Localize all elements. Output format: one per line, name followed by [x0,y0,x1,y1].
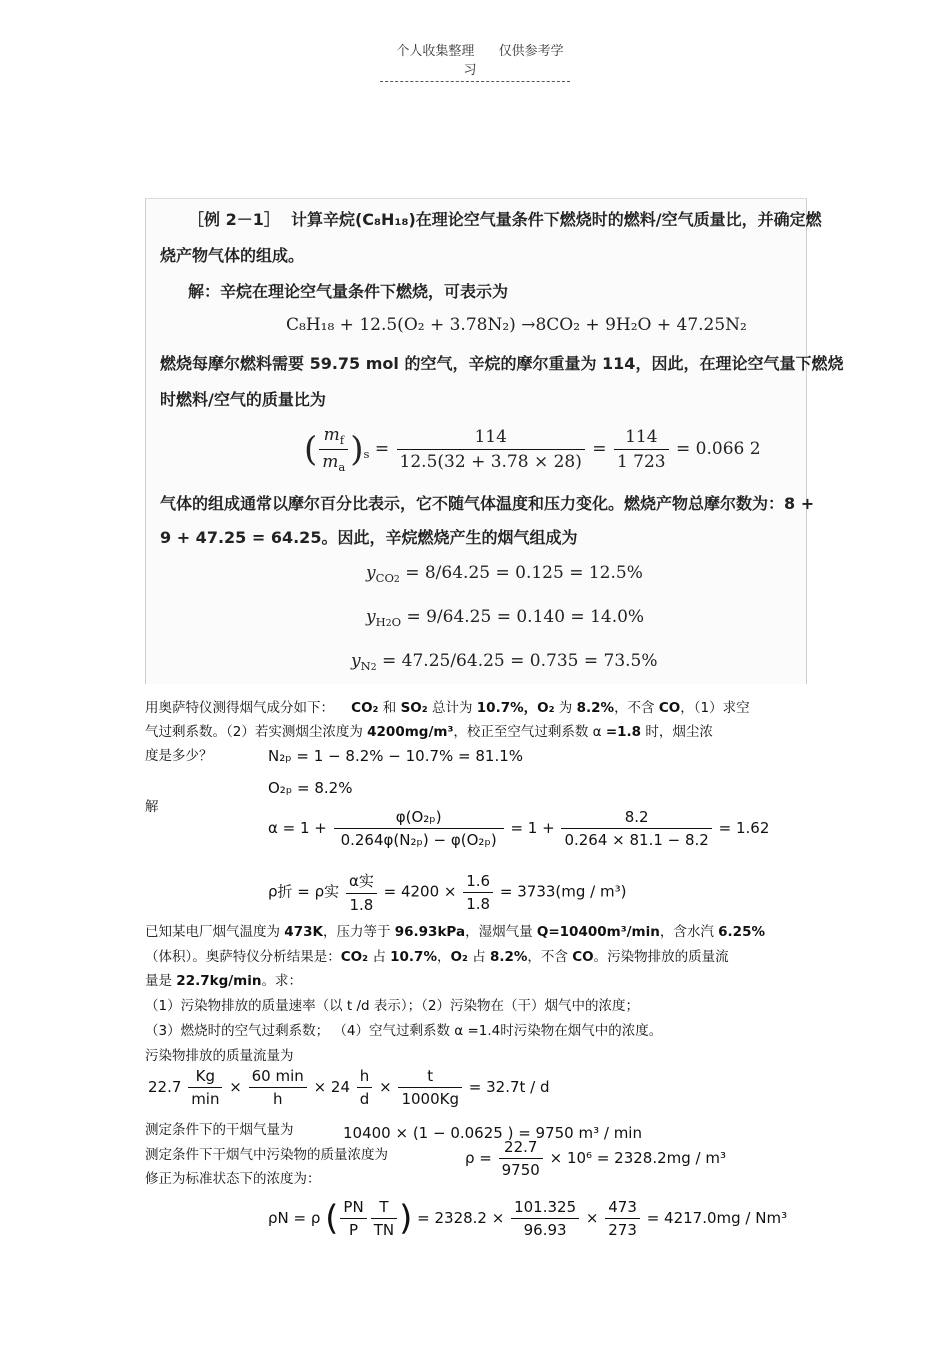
y-co2: $y_{CO2} = 8/64.25 = 0.125 = 12.5\%$ [366,563,643,586]
problem2-line8: 测定条件下干烟气中污染物的质量浓度为 [145,1147,388,1163]
rho-dry-equation: ρ = $\frac{22.7}{9750}$ × 10⁶ = 2328.2mg / m³ [465,1138,726,1179]
page-header [380,40,570,82]
y-h2o: $y_{H2O} = 9/64.25 = 0.140 = 14.0\%$ [366,607,645,630]
problem2-line6: 污染物排放的质量流量为 [145,1048,294,1064]
problem2-line1: 已知某电厂烟气温度为 473K，压力等于 96.93kPa，湿烟气量 Q=10400m³/min，含水汽 6.25% [145,924,765,940]
n2p-equation: N₂ₚ = 1 − 8.2% − 10.7% = 81.1% [268,747,524,765]
rho-normal-equation: ρN = ρ ( $\frac{PN}{P}$ $\frac{T}{TN}$ ) = 2328.2 × $\frac{101.325}{96.93}$ × $\frac{473}{273}$ = 4217.0mg / Nm³ [268,1198,788,1239]
reaction-equation: C₈H₁₈ + 12.5(O₂ + 3.78N₂) →8CO₂ + 9H₂O + 47.25N₂ [286,315,747,335]
problem2-line4: （1）污染物排放的质量速率（以 t /d 表示）；（2）污染物在（干）烟气中的浓度； [145,998,639,1014]
problem1-line1: 用奥萨特仪测得烟气成分如下： CO₂ 和 SO₂ 总计为 10.7%，O₂ 为 8.2%，不含 CO，（1）求空 [145,700,750,716]
para2-line2: 9 + 47.25 = 64.25。因此，辛烷燃烧产生的烟气组成为 [160,528,578,547]
header-left: 个人收集整理 [396,44,475,59]
problem2-line7: 测定条件下的干烟气量为 [145,1122,294,1138]
ratio-fraction-1: $\frac{114}{12.5(32 + 3.78 \times 28)}$ [397,427,585,472]
mass-flow-equation: 22.7 $\frac{Kg}{\min}$ × $\frac{60 \min}{h}$ × 24 $\frac{h}{d}$ × $\frac{t}{1000Kg}$ = 32.7t / d [148,1067,550,1108]
example-title-text: 计算辛烷(C₈H₁₈)在理论空气量条件下燃烧时的燃料/空气质量比，并确定燃 [290,210,822,229]
problem2-line9: 修正为标准状态下的浓度为： [145,1171,321,1187]
para1-line1: 燃烧每摩尔燃料需要 59.75 mol 的空气，辛烷的摩尔重量为 114，因此，在理论空气量下燃烧 [160,354,844,373]
dry-gas-equation: 10400 × (1 − 0.0625 ) = 9750 m³ / min [343,1124,642,1142]
rho-correction-equation: ρ折 = ρ实 $\frac{\text{α实}}{1.8}$ = 4200 × $\frac{1.6}{1.8}$ = 3733(mg / m³) [268,871,627,914]
problem2-line2: （体积）。奥萨特仪分析结果是：CO₂ 占 10.7%，O₂ 占 8.2%，不含 CO。污染物排放的质量流 [145,949,729,965]
para1-line2: 时燃料/空气的质量比为 [160,390,326,409]
para2-line1: 气体的组成通常以摩尔百分比表示，它不随气体温度和压力变化。燃烧产物总摩尔数为：8 + [160,494,815,513]
ratio-equation: ( $\frac{m_f}{m_a}$ )$_s$ = $\frac{114}{12.5(32 + 3.78 \times 28)}$ = $\frac{114}{1 723}$ = 0.066 2 [304,425,761,475]
example-title-text2: 烧产物气体的组成。 [160,246,305,265]
example-label: ［例 2－1］ [188,210,280,229]
y-n2: $y_{N2} = 47.25/64.25 = 0.735 = 73.5\%$ [351,651,658,674]
problem1-line2: 气过剩系数。（2）若实测烟尘浓度为 4200mg/m³，校正至空气过剩系数 α =1.8 时，烟尘浓 [145,724,713,740]
problem2-line5: （3）燃烧时的空气过剩系数； （4）空气过剩系数 α =1.4时污染物在烟气中的浓度。 [145,1023,663,1039]
ratio-ma-fraction: $\frac{m_f}{m_a}$ [319,425,348,474]
alpha-equation: α = 1 + $\frac{\text{φ(O₂ₚ)}}{\text{0.264φ(N₂ₚ) − φ(O₂ₚ)}}$ = 1 + $\frac{8.2}{0.264 \times 81.1 - 8.2}$ = 1.62 [268,808,770,849]
solution-label: 解 [145,799,159,815]
example-box [145,198,844,684]
problem1-line3: 度是多少？ [145,748,213,764]
example-title-line [188,207,822,230]
ratio-fraction-2: $\frac{114}{1 723}$ [614,427,669,472]
o2p-equation: O₂ₚ = 8.2% [268,779,353,797]
header-right: 仅供参考学习 [463,44,564,78]
ratio-result: = 0.066 2 [676,439,761,460]
problem2-line3: 量是 22.7kg/min。求： [145,973,302,989]
solution-intro: 解：辛烷在理论空气量条件下燃烧，可表示为 [188,282,509,301]
